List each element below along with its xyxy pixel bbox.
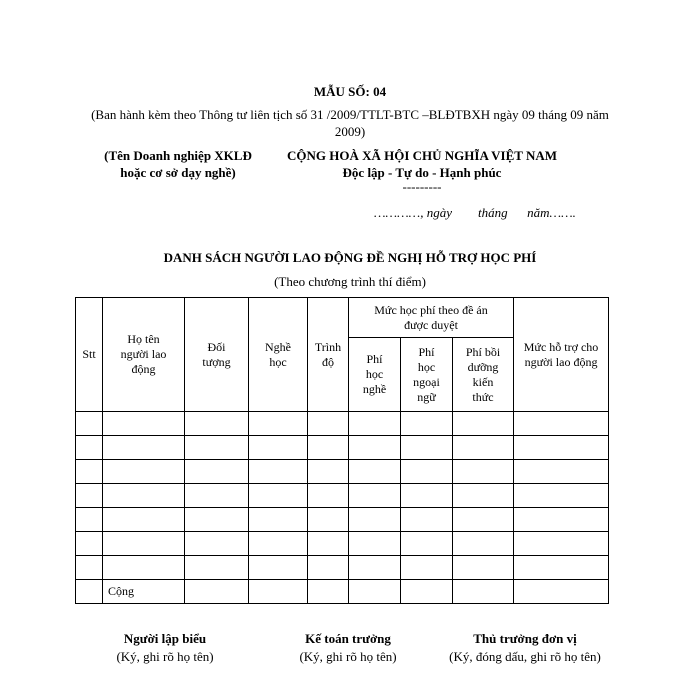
header-trade: Nghề học [249, 298, 308, 412]
signature-note: (Ký, đóng dấu, ghi rõ họ tên) [449, 649, 601, 664]
header-level: Trình độ [308, 298, 349, 412]
signature-chief-accountant [258, 630, 438, 666]
header-support-amount: Mức hỗ trợ cho người lao động [514, 298, 609, 412]
organization-line-1: (Tên Doanh nghiệp XKLĐ [104, 148, 252, 163]
date-line: …………, ngày tháng năm……. [374, 205, 576, 220]
header-fee-language: Phí học ngoại ngữ [401, 338, 453, 412]
signature-title: Kế toán trưởng [305, 631, 391, 646]
national-header [272, 147, 572, 181]
header-target: Đối tượng [185, 298, 249, 412]
signature-preparer [85, 630, 245, 666]
signature-note: (Ký, ghi rõ họ tên) [116, 649, 214, 664]
fee-support-table [75, 297, 609, 604]
signature-note: (Ký, ghi rõ họ tên) [299, 649, 397, 664]
table-row [76, 412, 609, 436]
total-row [76, 580, 609, 604]
header-fee-group: Mức học phí theo đề án được duyệt [349, 298, 514, 338]
organization-line-2: hoặc cơ sở dạy nghề) [120, 165, 236, 180]
total-label: Cộng [103, 580, 185, 604]
nation-divider: --------- [402, 179, 442, 194]
header-worker-name: Họ tên người lao động [103, 298, 185, 412]
table-row [76, 460, 609, 484]
list-subtitle: (Theo chương trình thí điểm) [274, 274, 426, 289]
organization-name-block [88, 147, 268, 181]
table-row [76, 532, 609, 556]
signature-title: Thủ trưởng đơn vị [473, 631, 577, 646]
form-code: MẪU SỐ: 04 [313, 84, 387, 99]
nation-motto: Độc lập - Tự do - Hạnh phúc [342, 165, 502, 180]
header-fee-knowledge: Phí bồi dưỡng kiến thức [453, 338, 514, 412]
header-stt: Stt [76, 298, 103, 412]
header-fee-trade: Phí học nghề [349, 338, 401, 412]
signature-unit-head [425, 630, 625, 666]
nation-name: CỘNG HOÀ XÃ HỘI CHỦ NGHĨA VIỆT NAM [286, 148, 558, 163]
table-row [76, 484, 609, 508]
list-title: DANH SÁCH NGƯỜI LAO ĐỘNG ĐỀ NGHỊ HỖ TRỢ HỌC PHÍ [163, 250, 537, 265]
table-row [76, 556, 609, 580]
issuance-note: (Ban hành kèm theo Thông tư liên tịch số 31 /2009/TTLT-BTC –BLĐTBXH ngày 09 tháng 09 năm 2009) [91, 107, 609, 139]
table-row [76, 508, 609, 532]
table-row [76, 436, 609, 460]
signature-title: Người lập biểu [123, 631, 207, 646]
